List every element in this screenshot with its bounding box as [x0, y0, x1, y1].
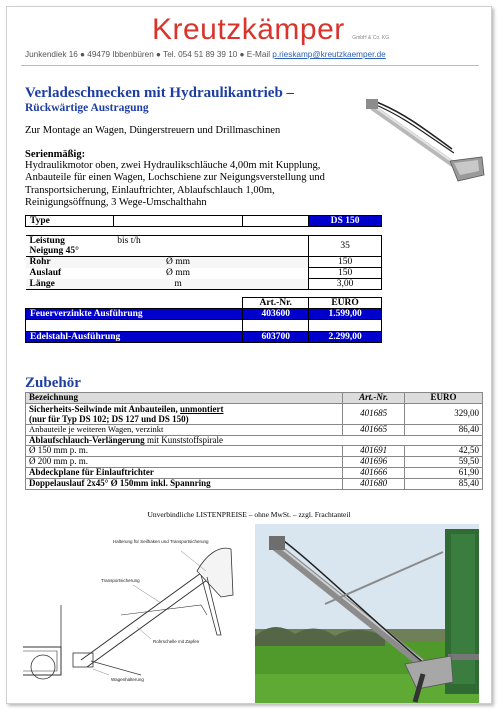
accessory-artnr: 401665 — [343, 424, 405, 435]
neigung-label: Neigung 45° — [29, 246, 79, 256]
table-row — [26, 446, 483, 457]
accessory-desc: Sicherheits-Seilwinde mit Anbauteilen, unmontiert (nur für Typ DS 102; DS 127 und DS 150) — [26, 403, 343, 424]
document-page — [6, 6, 492, 704]
serien-text: Hydraulikmotor oben, zwei Hydraulikschläuche 4,00m mit Kupplung, Anbauteile für einen Wagen, Lochschiene zur Neigungsverstellung und Transportsicherung, Einlauftrichter, Ablaufschlauch 1,00m, Reinigungsöffnung, 3 Wege-Umschalthahn — [25, 160, 325, 208]
feuer-label: Feuerverzinkte Ausführung — [26, 309, 243, 320]
accessory-artnr: 401666 — [343, 467, 405, 478]
header-divider — [21, 65, 479, 66]
accessory-desc: Ø 200 mm p. m. — [26, 457, 343, 468]
auger-product-photo — [362, 87, 487, 197]
edel-price: 2.299,00 — [309, 332, 382, 343]
table-row — [26, 435, 483, 446]
field-photo — [255, 524, 479, 704]
type-value: DS 150 — [309, 216, 382, 227]
accessory-price: 59,50 — [405, 457, 483, 468]
col-desc-header: Bezeichnung — [26, 393, 343, 404]
company-logo — [152, 13, 389, 47]
serien-heading: Serienmäßig: — [25, 149, 86, 160]
diagram-label-c: Rohrschelle mit Zapfen — [153, 639, 200, 644]
accessory-price: 85,40 — [405, 478, 483, 489]
laenge-value: 3,00 — [309, 279, 382, 290]
table-row — [26, 478, 483, 489]
auslauf-label: Auslauf — [29, 268, 62, 278]
accessory-artnr: 401691 — [343, 446, 405, 457]
accessory-desc: Doppelauslauf 2x45° Ø 150mm inkl. Spannring — [26, 478, 343, 489]
edel-artnr: 603700 — [243, 332, 309, 343]
diagram-label-b: Transportsicherung — [101, 578, 140, 583]
euro-header: EURO — [309, 298, 382, 309]
rohr-unit: Ø mm — [113, 257, 242, 268]
email-link[interactable]: p.rieskamp@kreutzkaemper.de — [272, 50, 386, 59]
leistung-unit: bis t/h — [113, 236, 242, 247]
accessory-artnr: 401696 — [343, 457, 405, 468]
col-euro-header: EURO — [405, 393, 483, 404]
leistung-label: Leistung — [26, 236, 114, 247]
accessory-desc: Anbauteile je weiteren Wagen, verzinkt — [26, 424, 343, 435]
auslauf-value: 150 — [309, 268, 382, 279]
accessory-price: 42,50 — [405, 446, 483, 457]
rohr-value: 150 — [309, 257, 382, 268]
accessory-desc: Abdeckplane für Einlauftrichter — [26, 467, 343, 478]
accessory-artnr: 401680 — [343, 478, 405, 489]
leistung-value: 35 — [309, 236, 382, 257]
address-line — [25, 50, 475, 59]
diagram-label-d: Wagenhalterung — [111, 677, 144, 682]
intro-text: Zur Montage an Wagen, Düngerstreuern und Drillmaschinen — [25, 125, 281, 136]
page-title — [25, 85, 294, 102]
feuer-artnr: 403600 — [243, 309, 309, 320]
laenge-unit: m — [113, 279, 242, 290]
laenge-label: Länge — [26, 279, 114, 290]
diagram-label-a: Halterung für Seilhaken und Transportsicherung — [113, 539, 209, 544]
title-text: Verladeschnecken mit Hydraulikantrieb — [25, 85, 283, 101]
price-note: Unverbindliche LISTENPREISE – ohne MwSt. – zzgl. Frachtanteil — [147, 510, 351, 519]
accessory-price: 329,00 — [405, 403, 483, 424]
rohr-label: Rohr — [26, 257, 114, 268]
accessory-price: 61,90 — [405, 467, 483, 478]
accessories-table — [25, 392, 483, 490]
type-label: Type — [26, 216, 114, 227]
feuer-price: 1.599,00 — [309, 309, 382, 320]
page-subtitle: Rückwärtige Austragung — [25, 102, 149, 114]
auslauf-unit: Ø mm — [166, 268, 191, 278]
accessory-artnr: 401685 — [343, 403, 405, 424]
table-row — [26, 467, 483, 478]
artnr-header: Art.-Nr. — [243, 298, 309, 309]
mounting-diagram — [21, 535, 246, 685]
table-row — [26, 457, 483, 468]
table-row — [26, 403, 483, 424]
zubehoer-title: Zubehör — [25, 375, 81, 391]
col-artnr-header: Art.-Nr. — [343, 393, 405, 404]
table-row — [26, 424, 483, 435]
logo-text: Kreutzkämper — [152, 13, 345, 46]
spec-table — [25, 215, 382, 343]
accessory-price: 86,40 — [405, 424, 483, 435]
title-dash: – — [282, 85, 295, 101]
logo-suffix: GmbH & Co. KG — [352, 35, 390, 41]
accessory-desc: Ø 150 mm p. m. — [26, 446, 343, 457]
address-text: Junkendiek 16 ● 49479 Ibbenbüren ● Tel. 054 51 89 39 10 ● E-Mail — [25, 50, 273, 59]
edel-label: Edelstahl-Ausführung — [26, 332, 243, 343]
accessory-desc: Ablaufschlauch-Verlängerung mit Kunststoffspirale — [26, 435, 483, 446]
